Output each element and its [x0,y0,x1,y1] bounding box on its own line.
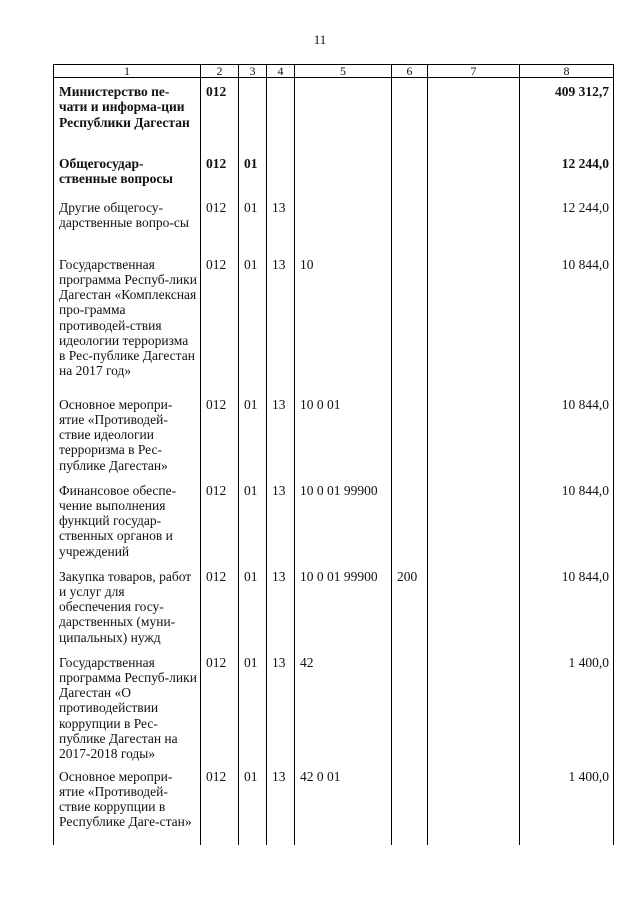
ministry-code-cell: 012 [201,763,239,845]
amount-cell: 10 844,0 [520,563,614,649]
row-name-cell: Основное меропри-ятие «Противодей-ствие идеологии терроризма в Рес-публике Дагестан» [54,391,201,477]
expense-type-cell [392,150,428,194]
target-article-cell: 42 0 01 [295,763,392,845]
column-header: 1 [54,65,201,78]
amount-cell: 10 844,0 [520,477,614,563]
section-code-cell: 01 [239,477,267,563]
target-article-cell: 42 [295,649,392,763]
ministry-code-cell: 012 [201,649,239,763]
table-row [54,194,614,251]
section-code-cell: 01 [239,150,267,194]
amount-cell: 12 244,0 [520,194,614,251]
target-article-cell [295,194,392,251]
column-header: 4 [267,65,295,78]
section-code-cell: 01 [239,251,267,391]
ministry-code-cell: 012 [201,477,239,563]
budget-table [53,64,614,845]
amount-cell: 1 400,0 [520,649,614,763]
table-row [54,391,614,477]
subsection-code-cell: 13 [267,194,295,251]
amount-cell: 409 312,7 [520,78,614,150]
target-article-cell: 10 0 01 99900 [295,477,392,563]
expense-type-cell [392,477,428,563]
column-7-cell [428,763,520,845]
column-7-cell [428,649,520,763]
subsection-code-cell: 13 [267,763,295,845]
amount-cell: 1 400,0 [520,763,614,845]
expense-type-cell [392,78,428,150]
column-7-cell [428,563,520,649]
subsection-code-cell: 13 [267,563,295,649]
ministry-code-cell: 012 [201,563,239,649]
section-code-cell: 01 [239,763,267,845]
column-7-cell [428,78,520,150]
expense-type-cell [392,251,428,391]
expense-type-cell [392,194,428,251]
ministry-code-cell: 012 [201,251,239,391]
expense-type-cell [392,391,428,477]
target-article-cell: 10 0 01 99900 [295,563,392,649]
section-code-cell: 01 [239,563,267,649]
ministry-code-cell: 012 [201,150,239,194]
column-7-cell [428,251,520,391]
subsection-code-cell: 13 [267,251,295,391]
column-header: 3 [239,65,267,78]
column-7-cell [428,150,520,194]
column-header: 2 [201,65,239,78]
row-name-cell: Основное меропри-ятие «Противодей-ствие коррупции в Республике Даге-стан» [54,763,201,845]
amount-cell: 10 844,0 [520,251,614,391]
expense-type-cell [392,763,428,845]
table-row [54,150,614,194]
row-name-cell: Государственная программа Респуб-лики Дагестан «О противодействии коррупции в Рес-публике Дагестан на 2017-2018 годы» [54,649,201,763]
table-row [54,477,614,563]
table-row [54,763,614,845]
row-name-cell: Закупка товаров, работ и услуг для обеспечения госу-дарственных (муни-ципальных) нужд [54,563,201,649]
section-code-cell [239,78,267,150]
column-header: 8 [520,65,614,78]
table-row [54,563,614,649]
column-header: 7 [428,65,520,78]
section-code-cell: 01 [239,194,267,251]
target-article-cell [295,78,392,150]
subsection-code-cell: 13 [267,649,295,763]
column-7-cell [428,391,520,477]
row-name-cell: Другие общегосу-дарственные вопро-сы [54,194,201,251]
row-name-cell: Государственная программа Респуб-лики Дагестан «Комплексная про-грамма противодей-ствия идеологии терроризма в Рес-публике Дагестан на 2017 год» [54,251,201,391]
target-article-cell: 10 0 01 [295,391,392,477]
row-name-cell: Общегосудар-ственные вопросы [54,150,201,194]
column-7-cell [428,477,520,563]
row-name-cell: Министерство пе-чати и информа-ции Республики Дагестан [54,78,201,150]
column-7-cell [428,194,520,251]
ministry-code-cell: 012 [201,391,239,477]
amount-cell: 12 244,0 [520,150,614,194]
table-row [54,649,614,763]
subsection-code-cell [267,78,295,150]
ministry-code-cell: 012 [201,78,239,150]
row-name-cell: Финансовое обеспе-чение выполнения функций государ-ственных органов и учреждений [54,477,201,563]
subsection-code-cell [267,150,295,194]
target-article-cell [295,150,392,194]
subsection-code-cell: 13 [267,391,295,477]
column-header: 5 [295,65,392,78]
ministry-code-cell: 012 [201,194,239,251]
target-article-cell: 10 [295,251,392,391]
expense-type-cell: 200 [392,563,428,649]
column-number-row [54,65,614,78]
column-header: 6 [392,65,428,78]
section-code-cell: 01 [239,649,267,763]
amount-cell: 10 844,0 [520,391,614,477]
expense-type-cell [392,649,428,763]
table-row [54,251,614,391]
table-row [54,78,614,150]
page-number: 11 [313,32,327,47]
section-code-cell: 01 [239,391,267,477]
subsection-code-cell: 13 [267,477,295,563]
